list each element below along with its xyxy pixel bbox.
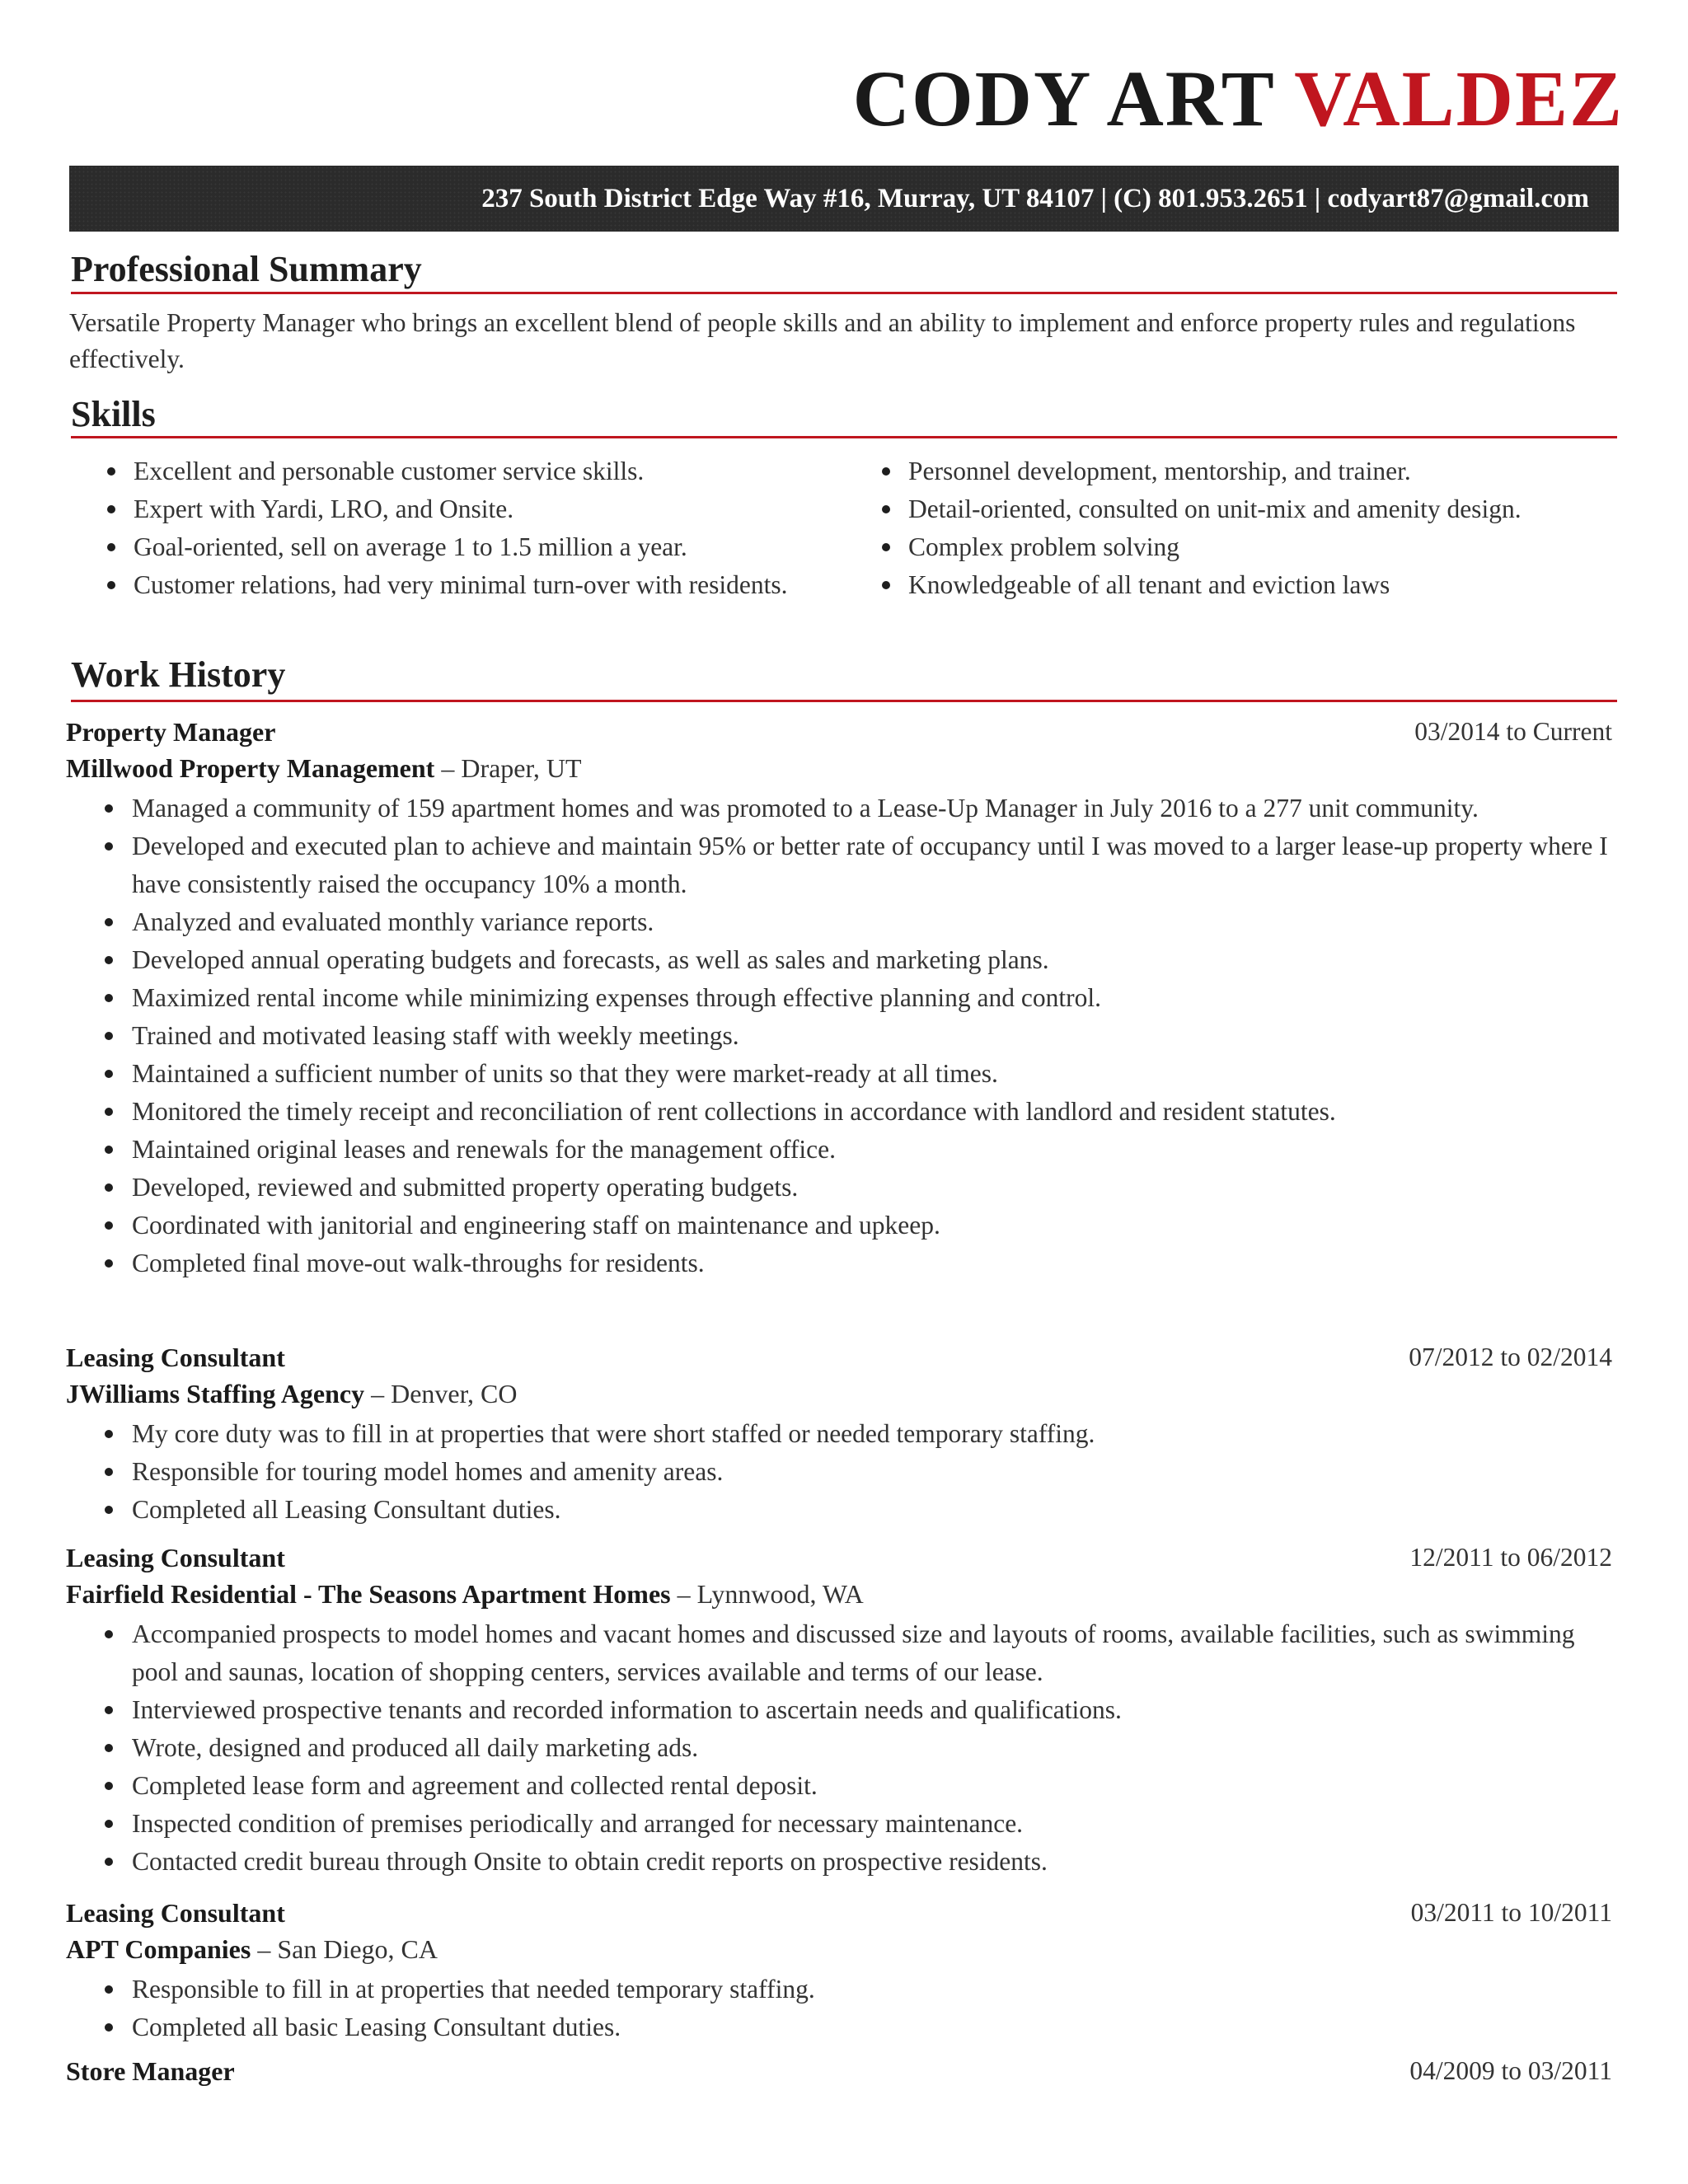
- duty-item: Coordinated with janitorial and engineering staff on maintenance and upkeep.: [66, 1207, 1615, 1244]
- duty-item: Maintained a sufficient number of units so that they were market-ready at all times.: [66, 1055, 1615, 1093]
- job-entry: [66, 1895, 1615, 2046]
- job-dates: 04/2009 to 03/2011: [1409, 2056, 1612, 2085]
- job-header: [66, 714, 1615, 750]
- name-first: CODY ART: [852, 54, 1275, 143]
- duty-item: Analyzed and evaluated monthly variance reports.: [66, 903, 1615, 941]
- duty-item: Maintained original leases and renewals for the management office.: [66, 1131, 1615, 1169]
- skill-item: Detail-oriented, consulted on unit-mix and amenity design.: [846, 490, 1620, 528]
- summary-text: Versatile Property Manager who brings an excellent blend of people skills and an ability to implement and enforce property rules and regulations effectively.: [69, 308, 1576, 373]
- skills-list-right: [846, 452, 1620, 604]
- job-duties: [66, 1615, 1615, 1881]
- job-dates: 03/2014 to Current: [1414, 717, 1612, 746]
- duty-item: My core duty was to fill in at properties that were short staffed or needed temporary staffing.: [66, 1415, 1615, 1453]
- duty-item: Responsible for touring model homes and amenity areas.: [66, 1453, 1615, 1491]
- job-entry: [66, 2053, 1615, 2089]
- summary-divider: [71, 292, 1617, 294]
- duty-item: Maximized rental income while minimizing expenses through effective planning and control.: [66, 979, 1615, 1017]
- work-history-divider: [71, 700, 1617, 702]
- skills-list-left: [71, 452, 796, 604]
- job-dates: 07/2012 to 02/2014: [1409, 1343, 1612, 1371]
- candidate-name: [852, 54, 1624, 143]
- job-header: [66, 1895, 1615, 1931]
- summary-heading: Professional Summary: [71, 249, 422, 289]
- duty-item: Wrote, designed and produced all daily marketing ads.: [66, 1729, 1615, 1767]
- duty-item: Developed and executed plan to achieve and maintain 95% or better rate of occupancy until I was moved to a larger lease-up property where I have consistently raised the occupancy 10% a month.: [66, 827, 1615, 903]
- job-header: [66, 1540, 1615, 1576]
- duty-item: Completed final move-out walk-throughs for residents.: [66, 1244, 1615, 1282]
- job-duties: [66, 1415, 1615, 1529]
- job-title: Leasing Consultant: [66, 1543, 285, 1572]
- job-company-line: [66, 1931, 1615, 1967]
- job-title: Property Manager: [66, 717, 276, 747]
- duty-item: Completed all Leasing Consultant duties.: [66, 1491, 1615, 1529]
- duty-item: Responsible to fill in at properties that needed temporary staffing.: [66, 1971, 1615, 2008]
- skill-item: Goal-oriented, sell on average 1 to 1.5 million a year.: [71, 528, 796, 566]
- company-location: – San Diego, CA: [251, 1934, 438, 1964]
- job-entry: [66, 1540, 1615, 1881]
- skills-heading: Skills: [71, 394, 156, 434]
- skills-divider: [71, 436, 1617, 438]
- skill-item: Knowledgeable of all tenant and eviction laws: [846, 566, 1620, 604]
- duty-item: Developed annual operating budgets and forecasts, as well as sales and marketing plans.: [66, 941, 1615, 979]
- job-dates: 03/2011 to 10/2011: [1410, 1898, 1612, 1927]
- skill-item: Personnel development, mentorship, and trainer.: [846, 452, 1620, 490]
- contact-bar: [69, 166, 1619, 232]
- duty-item: Managed a community of 159 apartment homes and was promoted to a Lease-Up Manager in July 2016 to a 277 unit community.: [66, 790, 1615, 827]
- work-history-heading: Work History: [71, 654, 286, 695]
- job-duties: [66, 790, 1615, 1282]
- skill-item: Customer relations, had very minimal turn-over with residents.: [71, 566, 796, 604]
- skill-item: Excellent and personable customer service skills.: [71, 452, 796, 490]
- duty-item: Completed lease form and agreement and collected rental deposit.: [66, 1767, 1615, 1805]
- job-entry: [66, 714, 1615, 1282]
- job-duties: [66, 1971, 1615, 2046]
- job-header: [66, 2053, 1615, 2089]
- duty-item: Developed, reviewed and submitted property operating budgets.: [66, 1169, 1615, 1207]
- skill-item: Complex problem solving: [846, 528, 1620, 566]
- duty-item: Monitored the timely receipt and reconciliation of rent collections in accordance with landlord and resident statutes.: [66, 1093, 1615, 1131]
- job-company-line: [66, 750, 1615, 786]
- duty-item: Interviewed prospective tenants and recorded information to ascertain needs and qualifications.: [66, 1691, 1615, 1729]
- company-name: APT Companies: [66, 1934, 251, 1964]
- job-company-line: [66, 1576, 1615, 1612]
- skill-item: Expert with Yardi, LRO, and Onsite.: [71, 490, 796, 528]
- company-location: – Draper, UT: [434, 753, 582, 783]
- job-title: Leasing Consultant: [66, 1343, 285, 1372]
- company-name: Millwood Property Management: [66, 753, 435, 783]
- company-location: – Denver, CO: [364, 1379, 518, 1408]
- duty-item: Contacted credit bureau through Onsite to obtain credit reports on prospective residents.: [66, 1843, 1615, 1881]
- job-entry: [66, 1339, 1615, 1529]
- company-location: – Lynnwood, WA: [670, 1579, 864, 1609]
- company-name: JWilliams Staffing Agency: [66, 1379, 365, 1408]
- duty-item: Inspected condition of premises periodically and arranged for necessary maintenance.: [66, 1805, 1615, 1843]
- job-title: Store Manager: [66, 2056, 235, 2086]
- name-last: VALDEZ: [1294, 54, 1624, 143]
- job-title: Leasing Consultant: [66, 1898, 285, 1928]
- job-dates: 12/2011 to 06/2012: [1409, 1543, 1612, 1572]
- job-company-line: [66, 1376, 1615, 1412]
- duty-item: Accompanied prospects to model homes and vacant homes and discussed size and layouts of rooms, available facilities, such as swimming pool and saunas, location of shopping centers, services available and terms of our lease.: [66, 1615, 1615, 1691]
- company-name: Fairfield Residential - The Seasons Apartment Homes: [66, 1579, 671, 1609]
- job-header: [66, 1339, 1615, 1376]
- duty-item: Completed all basic Leasing Consultant duties.: [66, 2008, 1615, 2046]
- contact-info: 237 South District Edge Way #16, Murray, UT 84107 | (C) 801.953.2651 | codyart87@gmail.com: [481, 183, 1589, 213]
- duty-item: Trained and motivated leasing staff with weekly meetings.: [66, 1017, 1615, 1055]
